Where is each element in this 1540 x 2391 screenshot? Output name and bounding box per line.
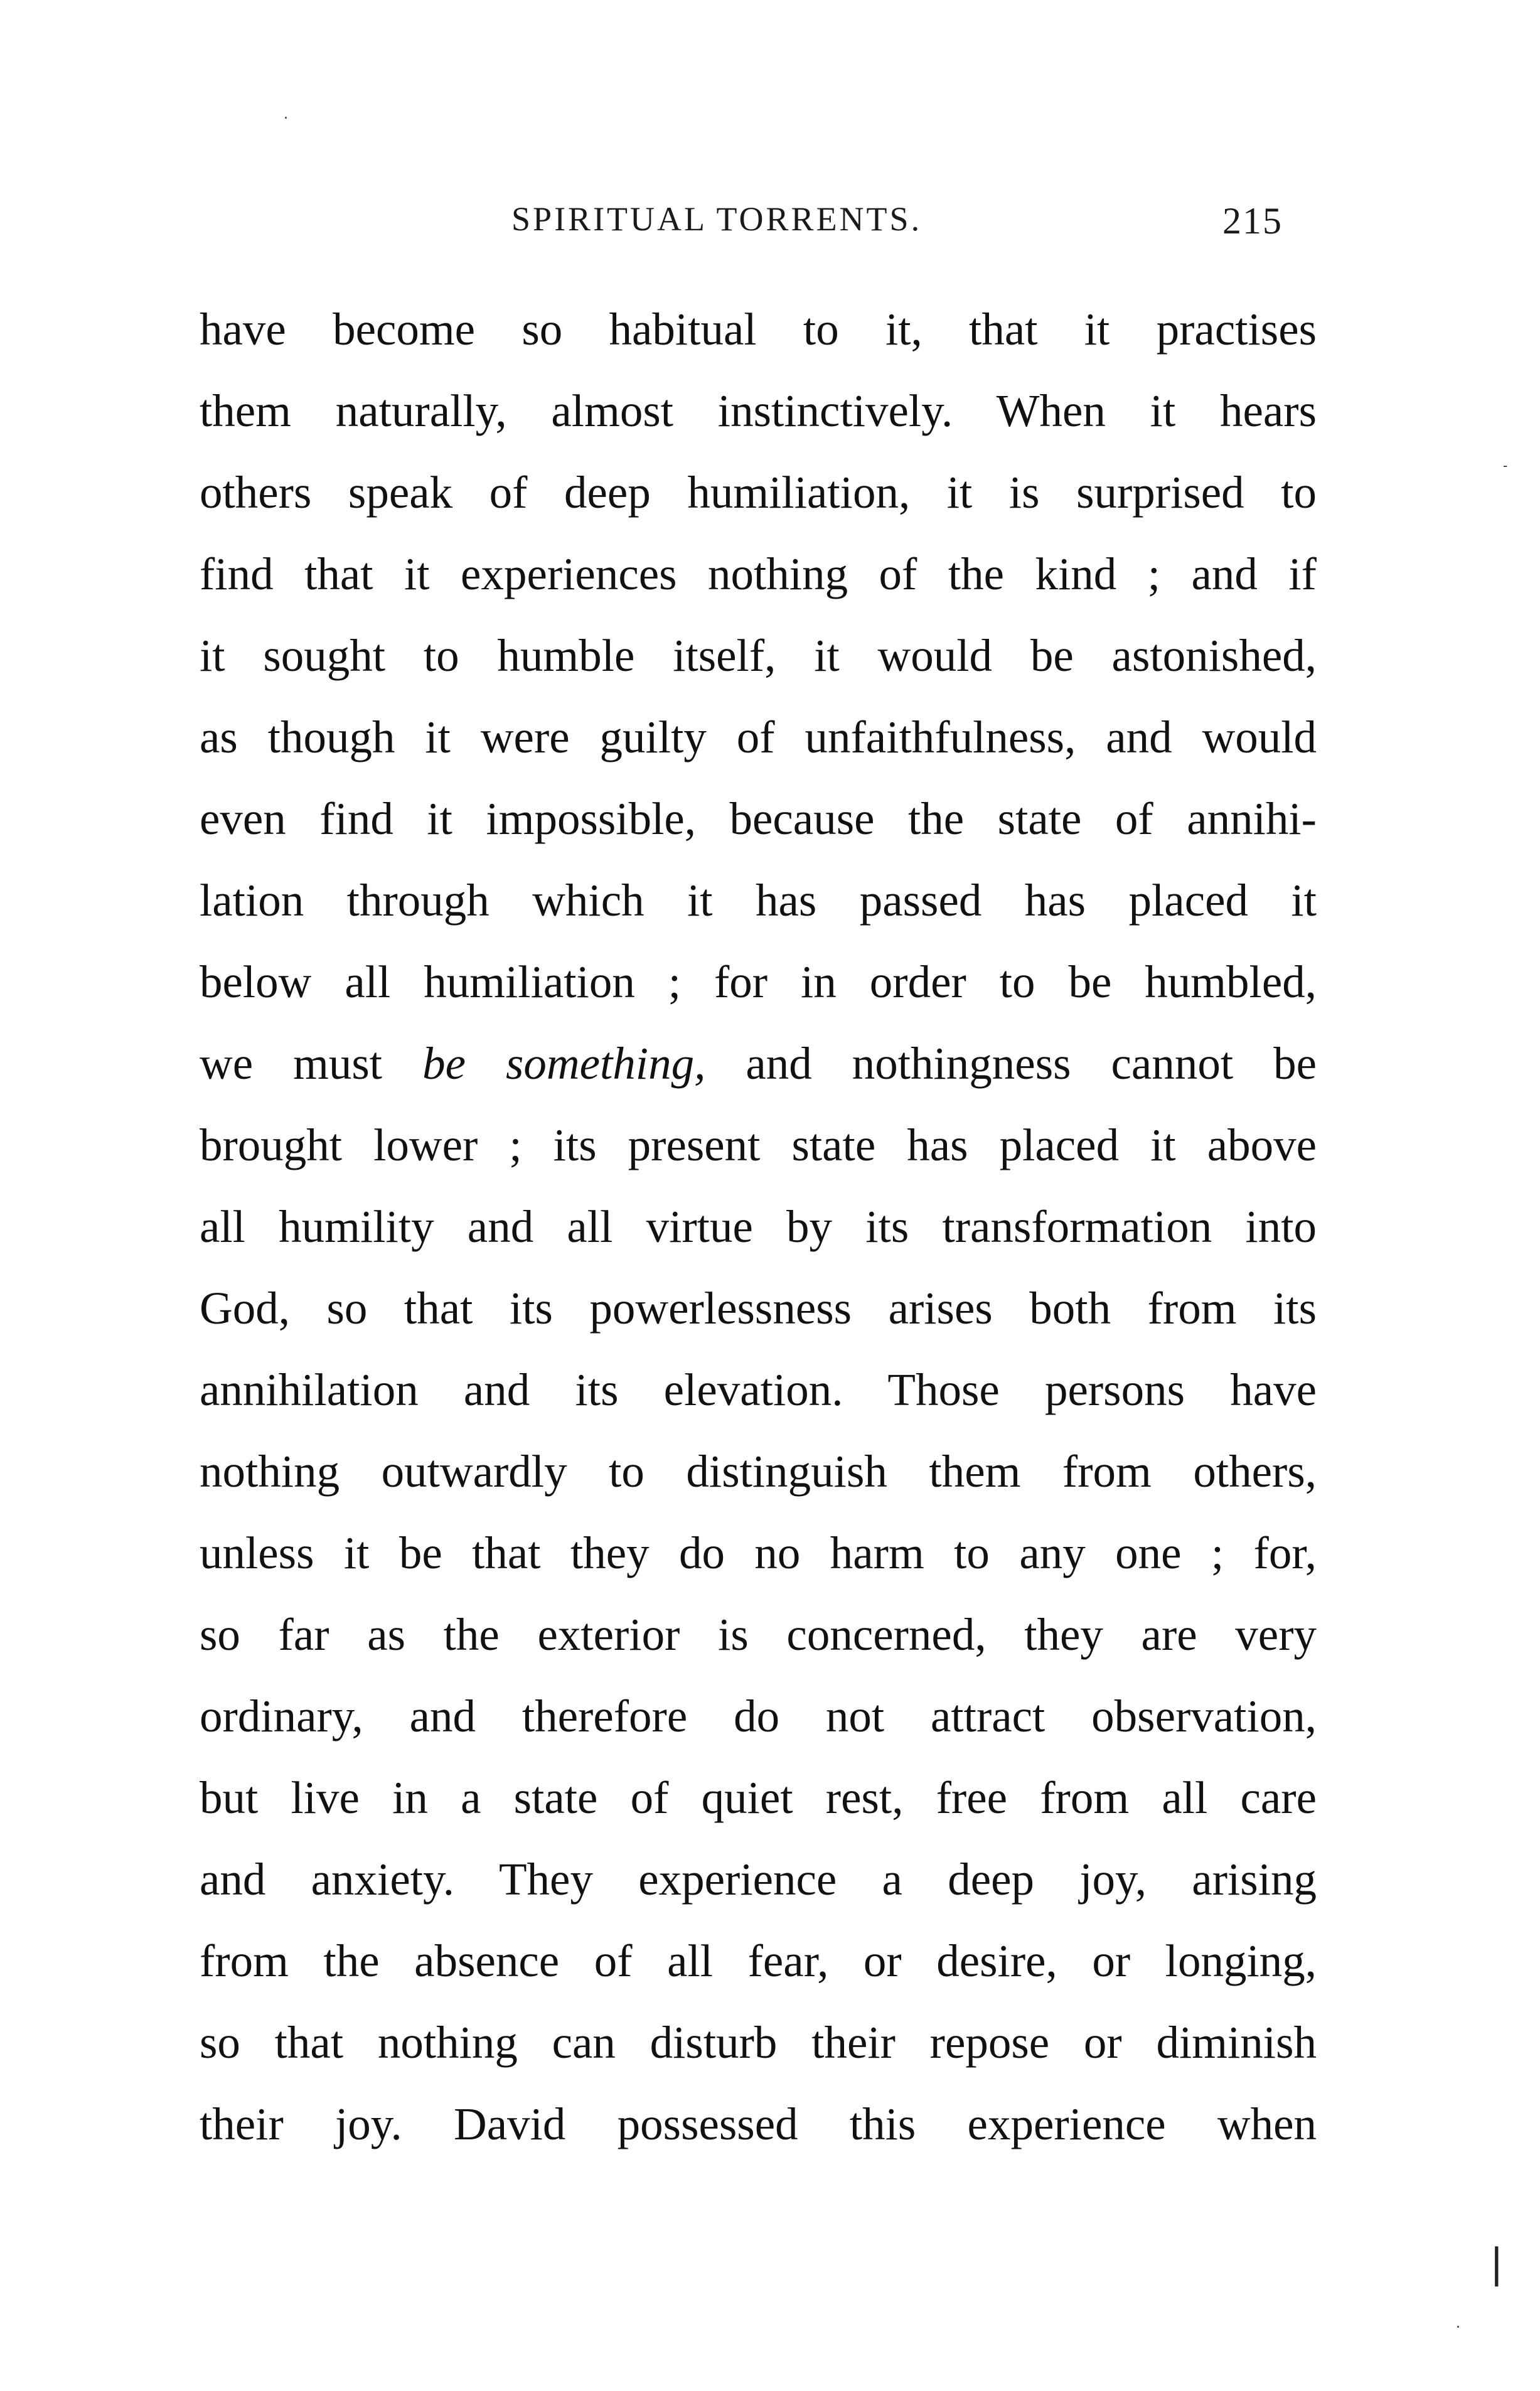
text-line-19: but live in a state of quiet rest, free from all care (200, 1772, 1317, 1823)
text-line-20: and anxiety. They experience a deep joy, arising (200, 1854, 1317, 1905)
text-line-9: below all humiliation ; for in order to be humbled, (200, 956, 1317, 1007)
text-line-15: nothing outwardly to distinguish them from others, (200, 1446, 1317, 1497)
scan-speck-bottom: . (1456, 2316, 1460, 2331)
text-line-3: others speak of deep humiliation, it is surprised to (200, 467, 1317, 518)
body-text (200, 289, 1317, 2165)
text-line-13: God, so that its powerlessness arises both from its (200, 1283, 1317, 1334)
text-line-17: so far as the exterior is concerned, they are very (200, 1609, 1317, 1660)
text-line-22: so that nothing can disturb their repose or diminish (200, 2017, 1317, 2068)
text-line-4: find that it experiences nothing of the kind ; and if (200, 548, 1317, 599)
text-line-14: annihilation and its elevation. Those persons have (200, 1364, 1317, 1415)
text-line-21: from the absence of all fear, or desire, or longing, (200, 1935, 1317, 1986)
text-line-18: ordinary, and therefore do not attract observation, (200, 1691, 1317, 1741)
text-line-8: lation through which it has passed has placed it (200, 875, 1317, 926)
running-title: SPIRITUAL TORRENTS. (511, 200, 922, 238)
page-number: 215 (1222, 200, 1283, 242)
italic-emphasis: be something, (422, 1038, 706, 1089)
scan-speck-right: - (1503, 458, 1508, 473)
text-line-6: as though it were guilty of unfaithfulness, and would (200, 712, 1317, 762)
text-line-11: brought lower ; its present state has placed it above (200, 1120, 1317, 1170)
text-line-7: even find it impossible, because the state of annihi- (200, 793, 1317, 844)
scan-smudge-bottom: ❘ (1480, 2240, 1514, 2287)
text-line-12: all humility and all virtue by its transformation into (200, 1201, 1317, 1252)
text-line-23: their joy. David possessed this experience when (200, 2099, 1317, 2149)
text-line-10: we must be something, and nothingness cannot be (200, 1038, 1317, 1089)
text-line-5: it sought to humble itself, it would be astonished, (200, 630, 1317, 681)
text-line-2: them naturally, almost instinctively. When it hears (200, 385, 1317, 436)
text-line-16: unless it be that they do no harm to any one ; for, (200, 1527, 1317, 1578)
scan-speck-top: . (284, 107, 288, 122)
text-line-1: have become so habitual to it, that it practises (200, 304, 1317, 355)
